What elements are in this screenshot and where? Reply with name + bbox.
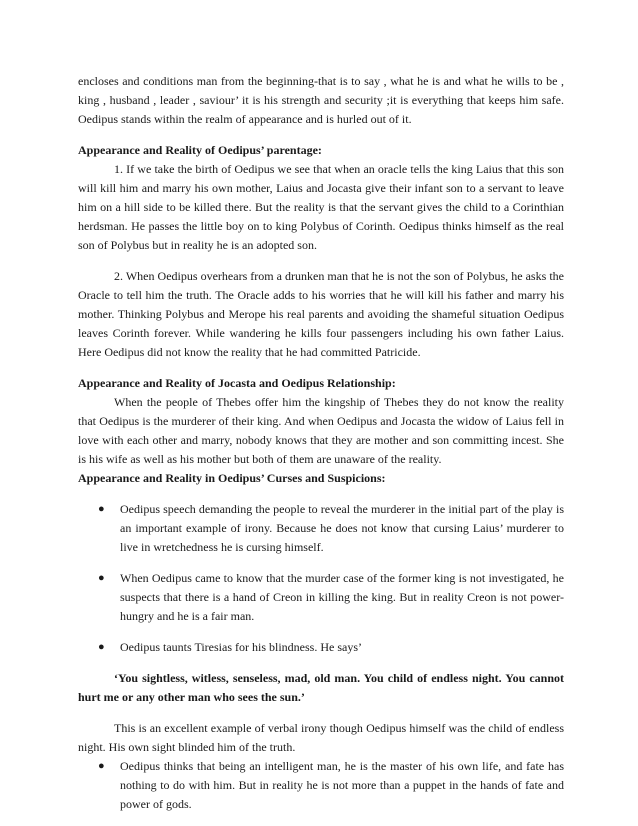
list-item [78,638,564,657]
section-parentage [78,141,564,362]
list-item-text: When Oedipus came to know that the murder case of the former king is not investigated, he suspects that there is a hand of Creon in killing the king. But in reality Creon is not power-hungry and he is a fair man. [120,571,564,623]
intro-paragraph: encloses and conditions man from the beginning-that is to say , what he is and what he wills to be , king , husband , leader , saviour’ it is his strength and security ;it is everything that keeps him safe. Oedipus stands within the realm of appearance and is hurled out of it. [78,74,564,126]
document-page [78,72,564,814]
paragraph-parentage-2: 2. When Oedipus overhears from a drunken man that he is not the son of Polybus, he asks the Oracle to tell him the truth. The Oracle adds to his worries that he will kill his father and marry his mother. Thinking Polybus and Merope his real parents and avoiding the shameful situation Oedipus leaves Corinth forever. While wandering he kills four passengers including his own father Laius. Here Oedipus did not know the reality that he had committed Patricide. [78,269,564,359]
list-item [78,569,564,626]
bullet-icon: ● [98,641,105,653]
list-item [78,500,564,557]
list-item-text: Oedipus speech demanding the people to reveal the murderer in the initial part of the play is an important example of irony. Because he does not know that cursing Laius’ murderer to live in wretchedness he is cursing himself. [120,502,564,554]
section-heading-curses: Appearance and Reality in Oedipus’ Curses and Suspicions: [78,471,386,485]
paragraph-relationship: When the people of Thebes offer him the kingship of Thebes they do not know the reality that Oedipus is the murderer of their king. And when Oedipus and Jocasta the widow of Laius fell in love with each other and marry, nobody knows that they are mother and son committing incest. She is his wife as well as his mother but both of them are unaware of the reality. [78,395,564,466]
section-curses [78,469,564,814]
bullet-icon: ● [98,503,105,515]
section-relationship [78,374,564,469]
section-heading-parentage: Appearance and Reality of Oedipus’ parentage: [78,143,322,157]
section-heading-relationship: Appearance and Reality of Jocasta and Oedipus Relationship: [78,376,396,390]
bullet-icon: ● [98,572,105,584]
bullet-icon: ● [98,760,105,772]
list-item-text: Oedipus taunts Tiresias for his blindness. He says’ [120,640,362,654]
list-item-text: Oedipus thinks that being an intelligent man, he is the master of his own life, and fate has nothing to do with him. But in reality he is not more than a puppet in the hands of fate and power of gods. [120,759,564,811]
list-item [78,757,564,814]
bullet-list-curses [78,500,564,657]
tiresias-quote: ‘You sightless, witless, senseless, mad, old man. You child of endless night. You cannot hurt me or any other man who sees the sun.’ [78,671,564,704]
paragraph-verbal-irony: This is an excellent example of verbal irony though Oedipus himself was the child of endless night. His own sight blinded him of the truth. [78,721,564,754]
bullet-list-fate [78,757,564,814]
paragraph-parentage-1: 1. If we take the birth of Oedipus we see that when an oracle tells the king Laius that this son will kill him and marry his own mother, Laius and Jocasta give their infant son to a servant to leave him on a hill side to be killed there. But the reality is that the servant gives the child to a Corinthian herdsman. He passes the little boy on to king Polybus of Corinth. Oedipus thinks himself as the real son of Polybus but in reality he is an adopted son. [78,162,564,252]
